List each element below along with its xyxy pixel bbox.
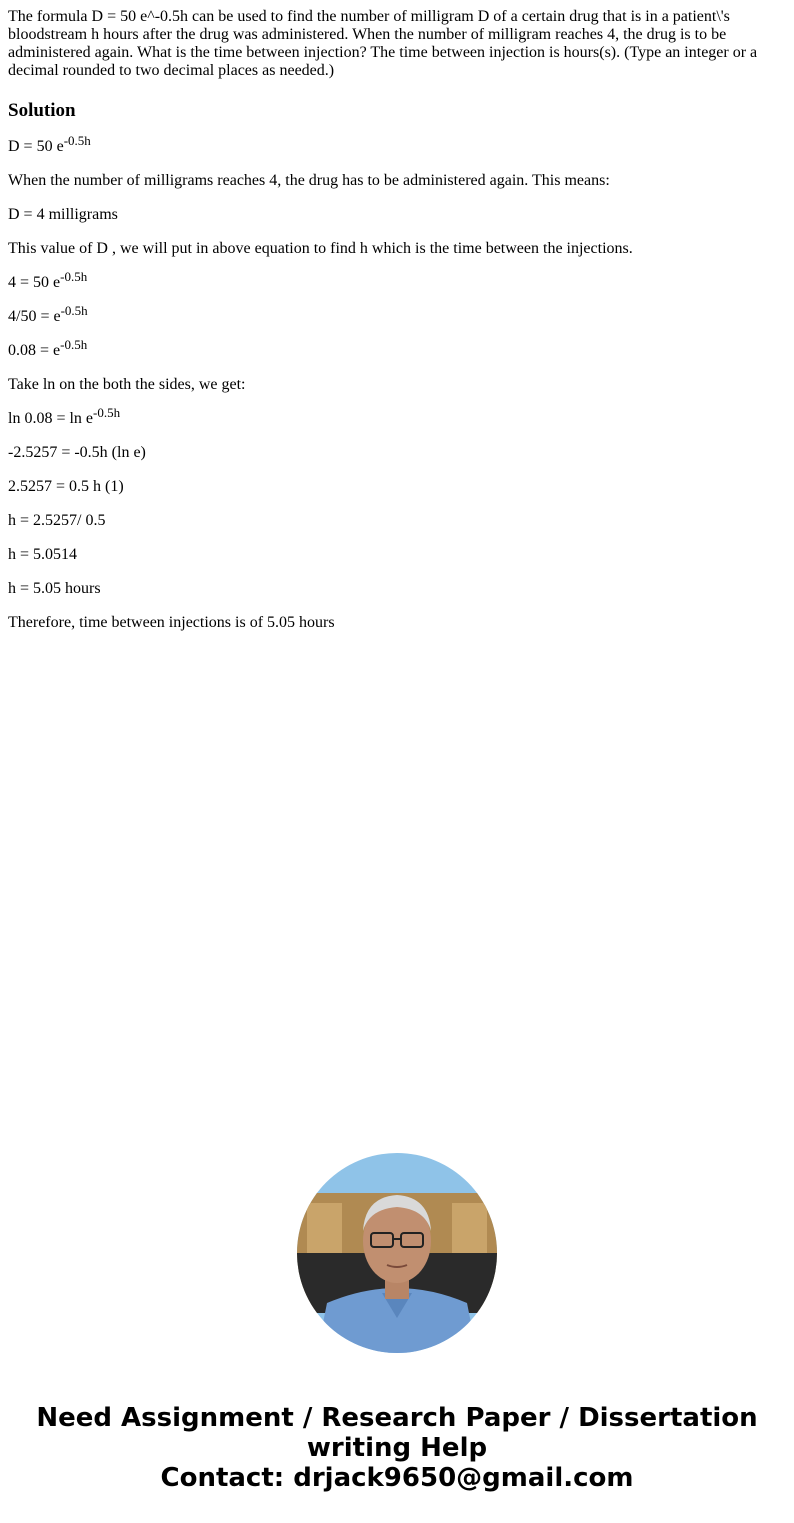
step-text: -2.5257 = -0.5h (ln e) — [8, 444, 146, 461]
promo-line: Need Assignment / Research Paper / Dissertation — [36, 1403, 758, 1433]
exponent: -0.5h — [60, 269, 88, 284]
step-text: Take ln on the both the sides, we get: — [8, 376, 246, 393]
contact-email: Contact: drjack9650@gmail.com — [160, 1463, 634, 1493]
step-text: When the number of milligrams reaches 4, the drug has to be administered again. This means: — [8, 172, 610, 189]
step-text: This value of D , we will put in above equation to find h which is the time between the injections. — [8, 240, 633, 257]
step-equation-1 — [8, 133, 778, 156]
step-text: h = 5.05 hours — [8, 580, 101, 597]
equation-base: D = 50 e — [8, 138, 64, 155]
equation-base: 4/50 = e — [8, 308, 61, 325]
exponent: -0.5h — [60, 337, 88, 352]
step-text: h = 2.5257/ 0.5 — [8, 512, 106, 529]
step-text: h = 5.0514 — [8, 546, 78, 563]
equation-base: 0.08 = e — [8, 342, 61, 359]
step-text: D = 4 milligrams — [8, 206, 118, 223]
conclusion-text: Therefore, time between injections is of 5.05 hours — [8, 614, 335, 631]
exponent: -0.5h — [60, 303, 88, 318]
step-text: 2.5257 = 0.5 h (1) — [8, 478, 124, 495]
step-equation-5 — [8, 405, 778, 428]
equation-base: 4 = 50 e — [8, 274, 61, 291]
step-equation-2 — [8, 269, 778, 292]
author-avatar — [297, 1153, 497, 1353]
question-text: The formula D = 50 e^-0.5h can be used to find the number of milligram D of a certain drug that is in a patient\'s bloodstream h hours after the drug was administered. When the number of milligram reaches 4, the drug is to be administered again. What is the time between injection? The time between injection is hours(s). (Type an integer or a decimal rounded to two decimal places as needed.) — [8, 8, 758, 79]
exponent: -0.5h — [63, 133, 91, 148]
step-equation-4 — [8, 337, 778, 360]
exponent: -0.5h — [93, 405, 121, 420]
solution-heading: Solution — [8, 100, 76, 121]
step-equation-3 — [8, 303, 778, 326]
promo-line: writing Help — [306, 1433, 488, 1463]
avatar-portrait-icon — [297, 1153, 497, 1353]
promo-banner — [0, 1403, 794, 1493]
equation-base: ln 0.08 = ln e — [8, 410, 94, 427]
document-body — [8, 8, 778, 648]
